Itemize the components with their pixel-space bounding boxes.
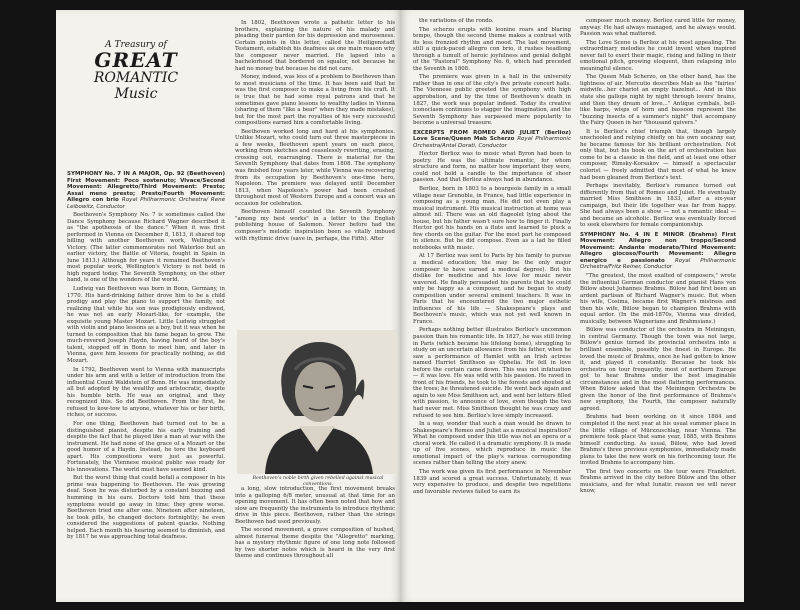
paragraph: Brahms had been working on it since 1884 and completed it the next year at his usual summer place in the little village of Mürzzuschlag, near Vienna. The premiere took place that same year, 1885, with Brahms himself conducting. As usual, Bülow, who had loved Brahms's three previous symphonies, immediately made plans to take the new work on his forthcoming tour. He invited Brahms to accompany him. xyxy=(580,414,736,467)
title-line-1: A Treasury of xyxy=(105,40,167,50)
paragraph: Beethoven's Symphony No. 7 is sometimes called the Dance Symphony because Richard Wagner described it as "the apotheosis of the dance." When it was first performed in Vienna on December 8, 1813, it shared top billing with another Beethoven work, Wellington's Victory. (The latter commemorates not Waterloo but an earlier victory, the Battle of Vitoria, fought in Spain in June 1813.) Although for years it remained Beethoven's most popular work, Wellington's Victory is not held in high regard today. The Seventh Symphony, on the other hand, is one of the wonders of the world. xyxy=(67,212,225,284)
paragraph: Beethoven worked long and hard at his symphonies. Unlike Mozart, who could turn out three masterpieces in a few weeks, Beethoven spent years on each piece, working from sketches and ceaselessly rewriting, erasing, crossing out, rearranging. There is material for the Seventh Symphony that dates from 1808. The symphony was finished four years later, while Vienna was recovering from its occupation by Beethoven's one-time hero, Napoleon. The premiere was delayed until December 1813, when Napoleon's power had been crushed throughout most of Western Europe and a concert was an occasion for celebration. xyxy=(235,128,395,207)
text-column-2-top xyxy=(235,20,395,325)
paragraph: The work was given its first performance in November 1839 and scored a great success. Unfortunately, it was very expensive to produce, and despite two repetitions and favorable reviews failed to earn its xyxy=(413,468,571,495)
title-line-4: Music xyxy=(114,86,158,102)
paragraph: composer much money. Berlioz cared little for money, anyway. He had always managed, and he always would. Passion was what mattered. xyxy=(580,18,736,38)
portrait-caption: Beethoven's noble birth given rebelled against musical conventions. xyxy=(252,476,384,487)
paragraph: Perhaps nothing better illustrates Berlioz's uncommon passion than his romantic life. In 1827, he was still living in Paris (which became his lifelong home), struggling to study on an uncertain allowance from his father, when he saw a performance of Hamlet with an Irish actress named Harriet Smithson as Ophelia. He fell in love before the curtain came down. This was not infatuation — it was love. He was wild with his passion. He raved in front of his friends, he took to the forests and shouted at the trees; he threatened suicide. He went back again and again to see Miss Smithson act, and sent her letters filled with passion, to announce of love, even though the two had never met. Miss Smithson thought he was crazy and refused to see him. Berlioz's love simply increased. xyxy=(413,327,571,419)
paragraph: "The greatest, the most exalted of composers," wrote the influential German conductor and pianist Hans von Bülow about Johannes Brahms. Bülow had first been an ardent partisan of Richard Wagner's music. But when his wife, Cosima, became first Wagner's mistress and then his wife, Bülow began to champion Brahms with equal ardor. (In the mid-1870s, Vienna was divided, musically, between Wagnerians and Brahmsians.) xyxy=(580,272,736,325)
text-column-1 xyxy=(67,168,225,598)
paragraph: the variations of the rondo. xyxy=(419,18,494,24)
beethoven-portrait xyxy=(237,330,397,474)
paragraph: Hector Berlioz was to music what Byron had been to poetry. He was the ultimate romantic, for whom structure and form, no matter how important they were, could not hold a candle to the importance of sheer passion. And that Berlioz always had in abundance. xyxy=(413,151,571,184)
paragraph: Perhaps inevitably, Berlioz's romance turned out differently from that of Romeo and Juliet. He eventually married Miss Smithson in 1833, after a six-year campaign, but their life together was far from happy. She had always been a show — not a romantic ideal — and became an alcoholic. Berlioz was eventually forced to seek elsewhere for female companionship. xyxy=(580,183,736,229)
paragraph: In a way, wonder that such a man would be drawn to Shakespeare's Romeo and Juliet as a musical inspiration? What he composed under this title was not an opera or a choral work. He called it a dramatic symphony. It is made up of five scenes, which reproduce in music the emotional impact of the play's various corresponding scenes rather than telling the story anew. xyxy=(413,421,571,467)
paragraph: But the worst thing that could befall a composer in his prime was happening to Beethoven. He was growing deaf. Soon he was disturbed by a constant buzzing and humming in his ears. Doctors told him that these symptoms would go away in time; they grew worse. Beethoven tried one after one. Nineteen after nineteen, he took pills, he changed doctors fortnightly; he even considered the suggestions of patent quacks. Nothing helped. Each month his hearing seemed to diminish, and by 1817 he was approaching total deafness. xyxy=(67,475,225,541)
portrait-illustration xyxy=(237,330,397,474)
paragraph: At 17 Berlioz was sent to Paris by his family to pursue a medical education; the may be the only major composer to have earned a medical degree). But his dislike for medicine and his love for music never wavered. He finally persuaded his parents that he could only be happy as a composer, and he began to study composition under several eminent teachers. It was in Paris that he encountered the two major esthetic influences of his life — Shakespeare's plays and Beethoven's music, which was not yet well known in France. xyxy=(413,253,571,325)
section-heading: SYMPHONY No. 4 IN E MINOR (Brahms) First Movement: Allegro non troppo/Second Movement: Andante moderato/Third Movement: Allegro giocoso/Fourth Movement: Allegro energico e passionato Royal Philharmonic Orchestra/Fritz Reiner, Conductor xyxy=(580,231,736,271)
paragraph: The second movement, a grave composition of hushed, almost funereal theme despite the "Allegretto" marking, has a mystery rhythmic figure of one long note followed by two shorter notes which is heard in the very first theme and continues throughout all xyxy=(235,527,395,560)
right-page xyxy=(401,10,744,602)
paragraph: In 1802, Beethoven wrote a pathetic letter to his brothers, explaining the nature of his malady and pleading their pardon for his depression and moroseness. Certain points in this letter, called the Heiligenstadt Testament, establish his deafness as one main reason why the composer never married. He lapsed into a bachelorhood that bordered on squalor, not because he had no money but because he did not care. xyxy=(235,20,395,72)
paragraph: Beethoven himself counted the Seventh Symphony "among my best works" in a letter to the English publishing house of Salomon. Never before had the composer's melodic inspiration been so vitally imbued with rhythmic drive (save in, perhaps, the Fifth). After xyxy=(235,209,395,242)
paragraph: Money, indeed, was less of a problem to Beethoven than to most musicians of the time. It has been said that he was the first composer to make a living from his craft. It is true that he had some royal patrons and that he sometimes gave piano lessons to wealthy ladies in Vienna (sharing of them "like a bear" when they made mistakes), but for the most part the royalties of his very successful compositions earned him a comfortable living. xyxy=(235,74,395,127)
paragraph: Bülow was conductor of the orchestra in Meiningen, in central Germany. Though the town was not large, Bülow's genius turned its provincial orchestra into a brilliant ensemble, possibly the finest in Europe. He loved the music of Brahms, once he had gotten to know it, and played it constantly. Because he took his orchestra on tour frequently, most of northern Europe got to hear Brahms under the best imaginable circumstances and in the most flattering performances. When Bülow asked that the Meiningen Orchestra be given the honor of the first performance of Brahms's new symphony, the Fourth, the composer naturally agreed. xyxy=(580,327,736,412)
left-page xyxy=(56,10,401,602)
paragraph: The Queen Mab Scherzo, on the other hand, has the lightness of air. Mercutio describes Mab as the "fairies' midwife...her chariot an empty hazelnut... And in this state she gallops night by night through lovers' brains, and then they dream of love..." Antique cymbals, bell-like harps, wisps of horn and bassoon represent the "buzzing insects of a summer's night" that accompany the Fairy Queen in her "thousand quivers." xyxy=(580,74,736,127)
section-heading: EXCERPTS FROM ROMEO AND JULIET (Berlioz) Love Scene/Queen Mab Scherzo Royal Philharmonic Orchestra/Antal Dorati, Conductor xyxy=(413,129,571,149)
paragraph: a long, slow introduction, the first movement breaks into a galloping 6/8 meter, unusual at that time for an opening movement. It has often been noted that how and slow are frequently the instruments to introduce rhythmic drive in this piece. Beethoven, rather than the strings Beethoven had used previously. xyxy=(235,486,395,525)
section-heading: SYMPHONY No. 7 IN A MAJOR, Op. 92 (Beethoven) First Movement: Poco sostenuto; Vivace/Second Movement: Allegretto/Third Movement: Presto; Assai meno presto; Presto/Fourth Movement: Allegro con brio Royal Philharmonic Orchestra/ René Leibowitz, Conductor xyxy=(67,171,225,210)
title-line-2: GREAT xyxy=(94,48,178,72)
album-title xyxy=(76,40,196,102)
paragraph: The scherzo erupts with leonine roars and blaring tempo, though the second theme makes a contrast with its less frenzied rhythm and mood. The last movement, still a quick-paced allegro con brio, it rushes headlong through a tumult of heroic joyfulness and genial delight of the "Pastoral" Symphony No. 6, which had preceded the Seventh in 1808. xyxy=(413,26,571,72)
paragraph: Ludwig van Beethoven was born in Bonn, Germany, in 1770. His hard-drinking father drove him to be a child prodigy and play the piano to support the family, not realizing that while his son was prodigiously endowed, he was not an early Mozart-like, for example, the exquisite young Master Mozart. Little Ludwig struggled with violin and piano lessons as a boy, but it was when he turned to composition that his fame began to grow. The much-revered Joseph Haydn, having heard of the boy's talent, stopped off in Bonn to meet him, and later in Vienna, gave him lessons for practically nothing, as did Mozart. xyxy=(67,286,225,365)
paragraph: The premiere was given in a hall in the university rather than in one of the city's five private concert halls. The Viennese public greeted the symphony with high approbation, and by the time of Beethoven's death in 1827, the work was popular indeed. Today its creative iconoclasm continues to stagger the imagination, and the Seventh Symphony has surpassed mere popularity to become a universal treasure. xyxy=(413,74,571,127)
paragraph: In 1792, Beethoven went to Vienna with manuscripts under his arm and with a letter of introduction from the influential Count Waldstein of Bonn. He was immediately all but adopted by the wealthy and aristocratic, despite his humble birth. He was an original, and they recognized this. So did Beethoven. From the first, he refused to kow-tow to anyone, whatever his or her birth, riches, or success. xyxy=(67,366,225,419)
text-column-4 xyxy=(580,18,736,598)
paragraph: Berlioz, born in 1803 to a bourgeois family in a small village near Grenoble, in France, had little experience in composing as a young man. He did not even play a musical instrument. His musical instruction at home was almost nil. There was an old flageolet lying about the house, but his father wasn't sure how to finger it. Finally Hector got his hands on a flute and learned to pluck a few chords on the guitar. For the most part he composed in silence. But he did compose. Even as a lad he filled notebooks with music. xyxy=(413,185,571,251)
text-column-2-bottom xyxy=(235,486,395,596)
title-line-3: ROMANTIC xyxy=(93,70,179,86)
paragraph: The Love Scene is Berlioz at his most appealing. The extraordinary melodies he could invent when inspired never fail to exert their magic, rising and falling in their emotional pitch, growing eloquent, then relapsing into meaningful silence. xyxy=(580,39,736,72)
paragraph: For one thing, Beethoven had turned out to be a distinguished pianist, despite his early training and despite the fact that he played like a man at war with the instrument. He had none of the grace of a Mozart or the good humor of a Haydn. Instead, he tore the keyboard apart. His compositions were just as powerful. Fortunately, the Viennese musical public was ready for his innovations. The world must have seemed kind. xyxy=(67,420,225,473)
paragraph: The first two concerts on the tour were Frankfurt. Brahms arrived in the city before Bülow and the other musicians, and for what lunatic reason we will never know, xyxy=(580,468,736,495)
paragraph: It is Berlioz's chief triumph that, though largely unschooled and relying chiefly on his own uncanny ear, he became famous for his brilliant orchestration. Not only that, but his book on the art of orchestration has come to be a classic in the field, and at least one other composer, Rimsky-Korsakov — himself a spectacular colorist — freely admitted that most of what he knew had been gleaned from Berlioz's text. xyxy=(580,128,736,181)
text-column-3 xyxy=(413,18,571,598)
